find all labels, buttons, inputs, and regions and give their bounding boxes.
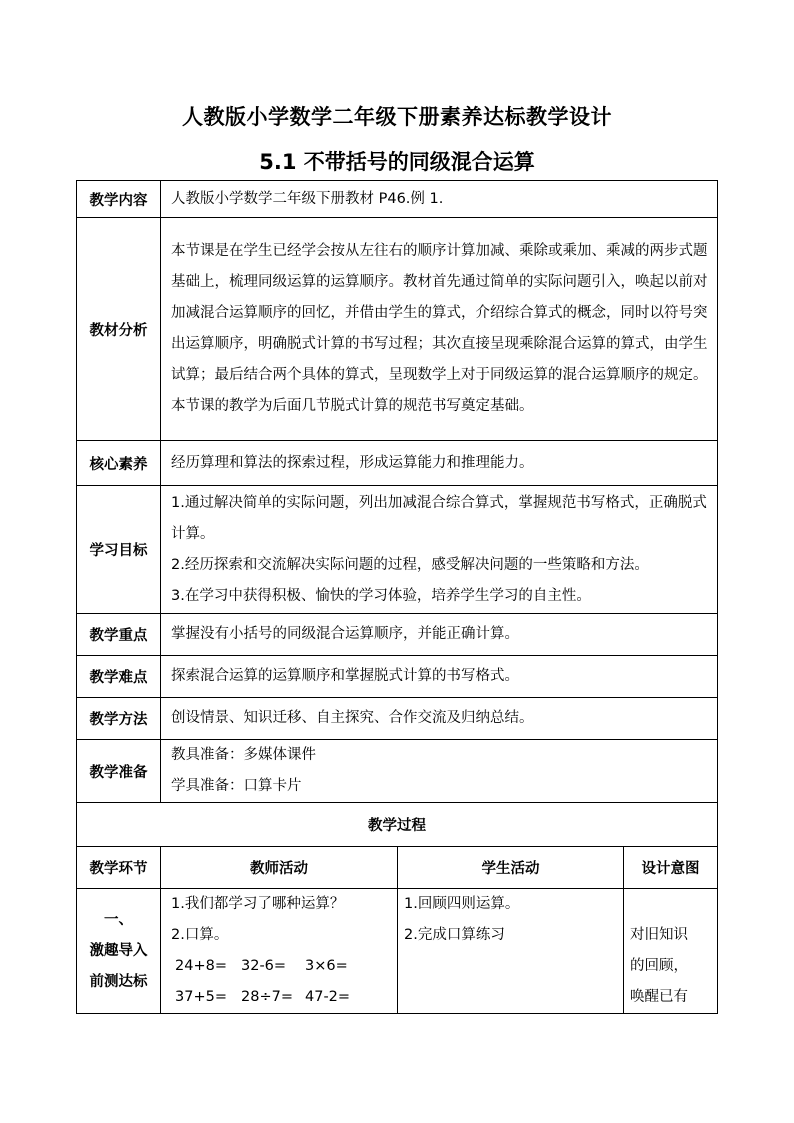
teaching-content-text: 人教版小学数学二年级下册教材 P46.例 1. [161, 181, 718, 218]
oral-calc-row [161, 982, 397, 1013]
intent-line: 唤醒已有 [630, 989, 688, 1005]
student-activity-1: 1.回顾四则运算。 [404, 896, 520, 912]
row-label: 教学重点 [77, 614, 161, 656]
row-material-analysis [77, 218, 718, 441]
document-title: 人教版小学数学二年级下册素养达标教学设计 [182, 105, 612, 129]
material-analysis-text: 本节课是在学生已经学会按从左往右的顺序计算加减、乘除或乘加、乘减的两步式题基础上，梳理同级运算的运算顺序。教材首先通过简单的实际问题引入，唤起以前对加减混合运算顺序的回忆，并借由学生的算式，介绍综合算式的概念，同时以符号突出运算顺序，明确脱式计算的书写过程；其次直接呈现乘除混合运算的算式，由学生试算；最后结合两个具体的算式，呈现数学上对于同级运算的混合运算顺序的规定。本节课的教学为后面几节脱式计算的规范书写奠定基础。 [161, 218, 718, 441]
intent-line: 的回顾， [630, 958, 688, 974]
process-title: 教学过程 [77, 803, 718, 847]
design-intent [624, 889, 718, 1014]
row-label: 教学内容 [77, 181, 161, 218]
teacher-question-1: 1.我们都学习了哪种运算？ [171, 896, 345, 912]
goal-item: 3.在学习中获得积极、愉快的学习体验，培养学生学习的自主性。 [171, 587, 591, 604]
key-point-text: 掌握没有小括号的同级混合运算顺序，并能正确计算。 [161, 614, 718, 656]
core-literacy-text: 经历算理和算法的探索过程，形成运算能力和推理能力。 [161, 441, 718, 486]
row-teaching-content [77, 181, 718, 218]
stage-title-line1: 激趣导入 [89, 942, 148, 959]
student-activity [398, 889, 624, 1014]
goal-item: 1.通过解决简单的实际问题，列出加减混合综合算式，掌握规范书写格式，正确脱式计算。 [171, 494, 707, 542]
method-text: 创设情景、知识迁移、自主探究、合作交流及归纳总结。 [161, 698, 718, 740]
goal-item: 2.经历探索和交流解决实际问题的过程，感受解决问题的一些策略和方法。 [171, 556, 649, 573]
lesson-plan-table [76, 180, 718, 1014]
row-label: 教材分析 [77, 218, 161, 441]
row-label: 教学准备 [77, 740, 161, 803]
stage-label [77, 889, 161, 1014]
lesson-title: 5.1 不带括号的同级混合运算 [259, 150, 535, 174]
header-intent: 设计意图 [624, 847, 718, 889]
header-teacher: 教师活动 [161, 847, 398, 889]
stage-number: 一、 [104, 911, 133, 928]
student-prep: 学具准备：口算卡片 [171, 778, 302, 794]
row-label: 学习目标 [77, 486, 161, 614]
row-label: 教学方法 [77, 698, 161, 740]
teacher-prep: 教具准备：多媒体课件 [171, 747, 316, 763]
calc-item: 37+5= [175, 989, 227, 1005]
header-student: 学生活动 [398, 847, 624, 889]
difficulty-text: 探索混合运算的运算顺序和掌握脱式计算的书写格式。 [161, 656, 718, 698]
calc-item: 32-6= [241, 958, 287, 974]
row-stage-1 [77, 889, 718, 1014]
row-preparation [77, 740, 718, 803]
calc-item: 28÷7= [241, 989, 293, 1005]
row-core-literacy [77, 441, 718, 486]
header-stage: 教学环节 [77, 847, 161, 889]
teacher-activity [161, 889, 398, 1014]
row-process-headers [77, 847, 718, 889]
stage-title-line2: 前测达标 [89, 973, 148, 990]
learning-goals-list [161, 486, 718, 614]
row-process-title [77, 803, 718, 847]
calc-item: 47-2= [305, 989, 351, 1005]
preparation-text [161, 740, 718, 803]
teacher-question-2: 2.口算。 [171, 927, 229, 943]
calc-item: 24+8= [175, 958, 227, 974]
row-label: 核心素养 [77, 441, 161, 486]
calc-item: 3×6= [305, 958, 348, 974]
row-label: 教学难点 [77, 656, 161, 698]
oral-calc-row [161, 951, 397, 982]
row-key-point [77, 614, 718, 656]
student-activity-2: 2.完成口算练习 [404, 927, 505, 943]
intent-line: 对旧知识 [630, 927, 688, 943]
row-difficulty [77, 656, 718, 698]
row-method [77, 698, 718, 740]
row-learning-goals [77, 486, 718, 614]
